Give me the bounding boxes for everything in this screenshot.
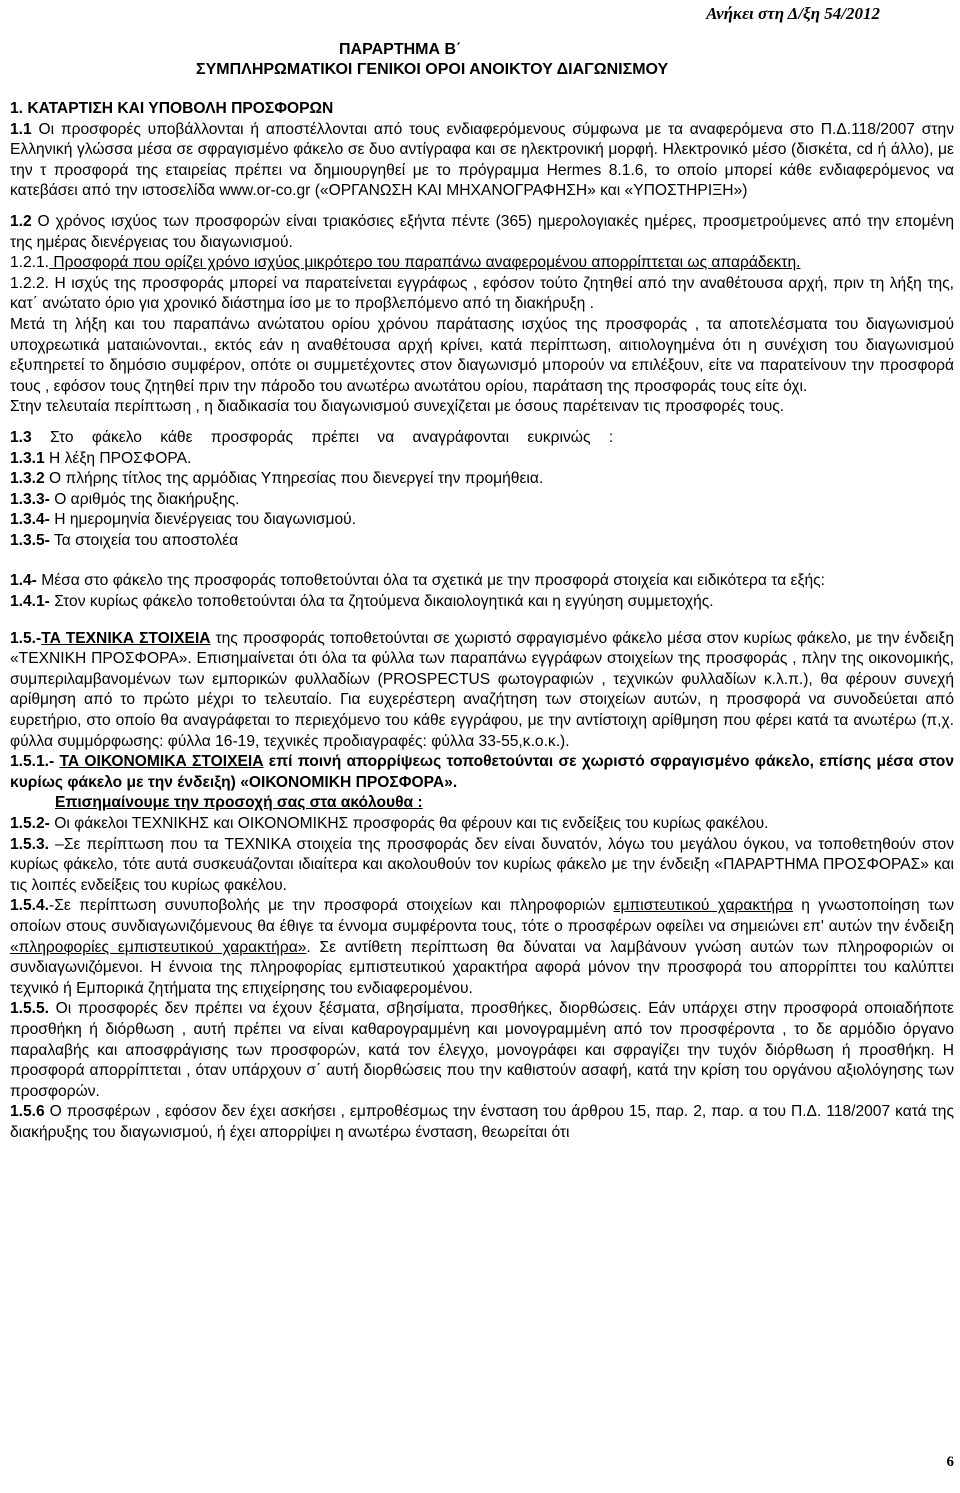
paragraph-1-3-1 bbox=[10, 449, 954, 470]
paragraph-1-2-2 bbox=[10, 274, 954, 315]
page-number: 6 bbox=[946, 1454, 954, 1471]
section-heading: 1. ΚΑΤΑΡΤΙΣΗ ΚΑΙ ΥΠΟΒΟΛΗ ΠΡΟΣΦΟΡΩΝ bbox=[10, 100, 334, 117]
paragraph-number: 1.3.2 bbox=[10, 470, 45, 488]
paragraph-text: Ο αριθμός της διακήρυξης. bbox=[49, 490, 240, 508]
paragraph-text: Η ημερομηνία διενέργειας του διαγωνισμού. bbox=[49, 511, 357, 529]
attention-note: Επισημαίνουμε την προσοχή σας στα ακόλουθα : bbox=[55, 794, 423, 812]
emphasis-text: «πληροφορίες εμπιστευτικού χαρακτήρα» bbox=[10, 938, 307, 956]
annex-title-block bbox=[0, 40, 960, 80]
paragraph-number: 1.3.1 bbox=[10, 449, 45, 467]
paragraph-text: Μέσα στο φάκελο της προσφοράς τοποθετούνται όλα τα σχετικά με την προσφορά στοιχεία και ειδικότερα τα εξής: bbox=[36, 572, 825, 590]
paragraph-1-5-5 bbox=[10, 999, 954, 1102]
emphasis-text: εμπιστευτικού χαρακτήρα bbox=[613, 897, 793, 915]
paragraph-text: επί ποινή απορρίψεως τοποθετούνται σε χωριστό σφραγισμένο φάκελο, επίσης μέσα στον κυρίως φάκελο με την ένδειξη) «ΟΙΚΟΝΟΜΙΚΗ ΠΡΟΣΦΟΡΑ». bbox=[10, 753, 954, 791]
paragraph-number: 1.5.5. bbox=[10, 1000, 50, 1018]
paragraph-number: 1.3.4- bbox=[10, 511, 50, 529]
paragraph-1-5 bbox=[10, 629, 954, 753]
paragraph-1-5-3 bbox=[10, 835, 954, 897]
paragraph-text: –Σε περίπτωση που τα ΤΕΧΝΙΚΑ στοιχεία της προσφοράς δεν είναι δυνατόν, λόγω του μεγάλου όγκου, να τοποθετηθούν στον κυρίως φάκελο, τότε αυτά συσκευάζονται ιδιαίτερα και ακολουθούν τον κυρίως φάκελο με την ένδειξη «ΠΑΡΑΡΤΗΜΑ ΠΡΟΣΦΟΡΑΣ» και τις λοιπές ενδείξεις του κυρίως φακέλου. bbox=[10, 835, 954, 894]
paragraph-1-5-2 bbox=[10, 814, 954, 835]
paragraph-1-4-1 bbox=[10, 592, 954, 613]
paragraph-text: Ο πλήρης τίτλος της αρμόδιας Υπηρεσίας που διενεργεί την προμήθεια. bbox=[44, 470, 544, 488]
paragraph-number: 1.3.3- bbox=[10, 490, 50, 508]
paragraph-text: Στο φάκελο κάθε προσφοράς πρέπει να αναγράφονται ευκρινώς : bbox=[31, 428, 614, 446]
paragraph-1-2-1 bbox=[10, 253, 954, 274]
paragraph-1-4 bbox=[10, 571, 954, 592]
paragraph-number: 1.1 bbox=[10, 120, 32, 138]
paragraph-text: η γνωστοποίηση των οποίων στους συνδιαγωνιζόμενους θα έθιγε τα έννομα συμφέροντα τους, τότε ο προσφέρων οφείλει να σημειώνει επ' αυτών την ένδειξη bbox=[10, 897, 954, 935]
paragraph-number: 1.5.3. bbox=[10, 835, 50, 853]
paragraph-1-1 bbox=[10, 120, 954, 202]
paragraph-text: Τα στοιχεία του αποστολέα bbox=[49, 531, 239, 549]
paragraph-number: 1.4- bbox=[10, 572, 37, 590]
paragraph-number: 1.5.1.- bbox=[10, 753, 55, 771]
paragraph-heading: ΤΑ ΤΕΧΝΙΚΑ ΣΤΟΙΧΕΙΑ bbox=[41, 629, 211, 647]
paragraph-text: . Σε αντίθετη περίπτωση θα δύναται να λαμβάνουν γνώση αυτών των πληροφοριών οι συνδιαγωνιζόμενοι. Η έννοια της πληροφορίας εμπιστευτικού χαρακτήρα αφορά μόνον την προσφορά του απορρίπτει του καλύπτει τεχνικό ή Εμπορικά ζητήματα της επιχείρησης του ενδιαφερομένου. bbox=[10, 938, 954, 997]
paragraph-1-5-1 bbox=[10, 752, 954, 793]
paragraph-text: Ο χρόνος ισχύος των προσφορών είναι τριακόσιες εξήντα πέντε (365) ημερολογιακές ημέρες, προσμετρούμενες από την επομένη της ημέρας διενέργειας του διαγωνισμού. bbox=[10, 212, 954, 251]
paragraph-1-3-2 bbox=[10, 469, 954, 490]
paragraph-number: 1.2 bbox=[10, 212, 32, 230]
paragraph-number: 1.2.1. bbox=[10, 254, 50, 272]
paragraph-text: Προσφορά που ορίζει χρόνο ισχύος μικρότερο του παραπάνω αναφερομένου απορρίπτεται ως απαράδεκτη. bbox=[49, 254, 801, 272]
paragraph-1-2-2-c: Στην τελευταία περίπτωση , η διαδικασία του διαγωνισμού συνεχίζεται με όσους παρέτειναν τις προσφορές τους. bbox=[10, 398, 785, 416]
paragraph-1-5-6 bbox=[10, 1102, 954, 1143]
paragraph-text: Στον κυρίως φάκελο τοποθετούνται όλα τα ζητούμενα δικαιολογητικά και η εγγύηση συμμετοχής. bbox=[49, 593, 714, 611]
paragraph-1-3-3 bbox=[10, 490, 954, 511]
paragraph-text: -Σε περίπτωση συνυποβολής με την προσφορά στοιχείων και πληροφοριών bbox=[49, 897, 614, 915]
paragraph-1-3 bbox=[10, 428, 954, 449]
paragraph-text: Η λέξη ΠΡΟΣΦΟΡΑ. bbox=[44, 449, 192, 467]
paragraph-text: Ο προσφέρων , εφόσον δεν έχει ασκήσει , εμπροθέσμως την ένσταση του άρθρου 15, παρ. 2, παρ. α του Π.Δ. 118/2007 κατά της διακήρυξης του διαγωνισμού, ή έχει απορρίψει η ανωτέρω ένσταση, θεωρείται ότι bbox=[10, 1103, 954, 1141]
paragraph-text: Η ισχύς της προσφοράς μπορεί να παρατείνεται εγγράφως , εφόσον τούτο ζητηθεί από την αναθέτουσα αρχή, πριν τη λήξη της, κατ΄ ανώτατο όριο για χρονικό διάστημα ίσο με το προβλεπόμενο από τη διακήρυξη . bbox=[10, 274, 954, 313]
paragraph-1-2-2-b: Μετά τη λήξη και του παραπάνω ανώτατου ορίου χρόνου παράτασης ισχύος της προσφοράς , τα αποτελέσματα του διαγωνισμού υποχρεωτικά ματαιώνονται., εκτός εάν η αναθέτουσα αρχή κρίνει, κατά περίπτωση, αιτιολογημένα ότι η συνέχιση του διαγωνισμού εξυπηρετεί το δημόσιο συμφέρον, οπότε οι συμμετέχοντες στον διαγωνισμό μπορούν να επιλέξουν, είτε να παρατείνουν την προσφορά τους , εφόσον τους ζητηθεί πριν την πάροδο του ανωτέρω ανωτάτου ορίου, παράταση της προσφοράς τους είτε όχι. bbox=[10, 315, 954, 395]
paragraph-1-2 bbox=[10, 212, 954, 253]
document-body bbox=[10, 99, 954, 1144]
paragraph-heading: ΤΑ ΟΙΚΟΝΟΜΙΚΑ ΣΤΟΙΧΕΙΑ bbox=[59, 753, 264, 771]
paragraph-1-5-4 bbox=[10, 896, 954, 999]
paragraph-number: 1.5.6 bbox=[10, 1103, 45, 1121]
paragraph-1-3-5 bbox=[10, 531, 954, 552]
annex-title: ΠΑΡΑΡΤΗΜΑ Β΄ bbox=[339, 41, 462, 58]
paragraph-number: 1.3 bbox=[10, 428, 32, 446]
paragraph-1-3-4 bbox=[10, 510, 954, 531]
paragraph-text: της προσφοράς τοποθετούνται σε χωριστό σφραγισμένο φάκελο μέσα στον κυρίως φάκελο, με την ένδειξη «ΤΕΧΝΙΚΗ ΠΡΟΣΦΟΡΑ». Επισημαίνεται ότι όλα τα φύλλα των παραπάνω εγγράφων στοιχείων της προσφοράς , πλην της οικονομικής, συμπεριλαμβανομένων των εμπορικών φυλλαδίων (PROSPECTUS φωτογραφιών , τεχνικών φυλλαδίων κ.λ.π.), θα φέρουν συνεχή αρίθμηση από το πρώτο μέχρι το τελευταίο. Για ευχερέστερη αναζήτηση των στοιχείων αυτών, η προσφορά να συνοδεύεται από ευρετήριο, στο οποίο θα αναγράφεται το περιεχόμενο του κάθε εγγράφου, με την αντίστοιχη αρίθμηση που φέρει κατά τα ανωτέρω (π,χ. φύλλα συμμόρφωσης: φύλλα 16-19, τεχνικές προδιαγραφές: φύλλα 33-55,κ.ο.κ.). bbox=[10, 629, 954, 750]
annex-subtitle: ΣΥΜΠΛΗΡΩΜΑΤΙΚΟΙ ΓΕΝΙΚΟΙ ΟΡΟΙ ΑΝΟΙΚΤΟΥ ΔΙΑΓΩΝΙΣΜΟΥ bbox=[196, 61, 669, 78]
paragraph-number: 1.2.2. bbox=[10, 274, 50, 292]
document-reference: Ανήκει στη Δ/ξη 54/2012 bbox=[706, 4, 880, 23]
paragraph-number: 1.5.2- bbox=[10, 815, 50, 832]
paragraph-number: 1.3.5- bbox=[10, 531, 50, 549]
paragraph-number: 1.5.- bbox=[10, 629, 42, 647]
paragraph-text: Οι προσφορές υποβάλλονται ή αποστέλλονται από τους ενδιαφερόμενους σύμφωνα με τα αναφερόμενα στο Π.Δ.118/2007 στην Ελληνική γλώσσα μέσα σε σφραγισμένο φάκελο σε δυο αντίγραφα και σε ηλεκτρονική μορφή. Ηλεκτρονικό μέσο (δισκέτα, cd ή άλλο), με την τ προσφορά της εταιρείας πρέπει να δημιουργηθεί με το πρόγραμμα Hermes 8.1.6, το οποίο μπορεί κάθε ενδιαφερόμενος να κατεβάσει από την ιστοσελίδα www.or-co.gr («ΟΡΓΑΝΩΣΗ ΚΑΙ ΜΗΧΑΝΟΓΡΑΦΗΣΗ» και «ΥΠΟΣΤΗΡΙΞΗ») bbox=[10, 120, 954, 200]
paragraph-text: Οι προσφορές δεν πρέπει να έχουν ξέσματα, σβησίματα, προσθήκες, διορθώσεις. Εάν υπάρχει στην προσφορά οποιαδήποτε προσθήκη ή διόρθωση , αυτή πρέπει να είναι καθαρογραμμένη και μονογραμμένη από τον προσφέροντα , το δε αρμόδιο όργανο παραλαβής και αποσφράγισης των προσφορών, κατά τον έλεγχο, μονογράφει και σφραγίζει την τυχόν διόρθωση ή προσθήκη. Η προσφορά απορρίπτεται , όταν υπάρχουν σ΄ αυτή διορθώσεις που την καθιστούν ασαφή, κατά την κρίση του οργάνου αξιολόγησης των προσφορών. bbox=[10, 1000, 954, 1100]
paragraph-number: 1.4.1- bbox=[10, 593, 50, 611]
paragraph-number: 1.5.4. bbox=[10, 897, 50, 915]
paragraph-text: Οι φάκελοι ΤΕΧΝΙΚΗΣ και ΟΙΚΟΝΟΜΙΚΗΣ προσφοράς θα φέρουν και τις ενδείξεις του κυρίως φακέλου. bbox=[49, 815, 769, 832]
